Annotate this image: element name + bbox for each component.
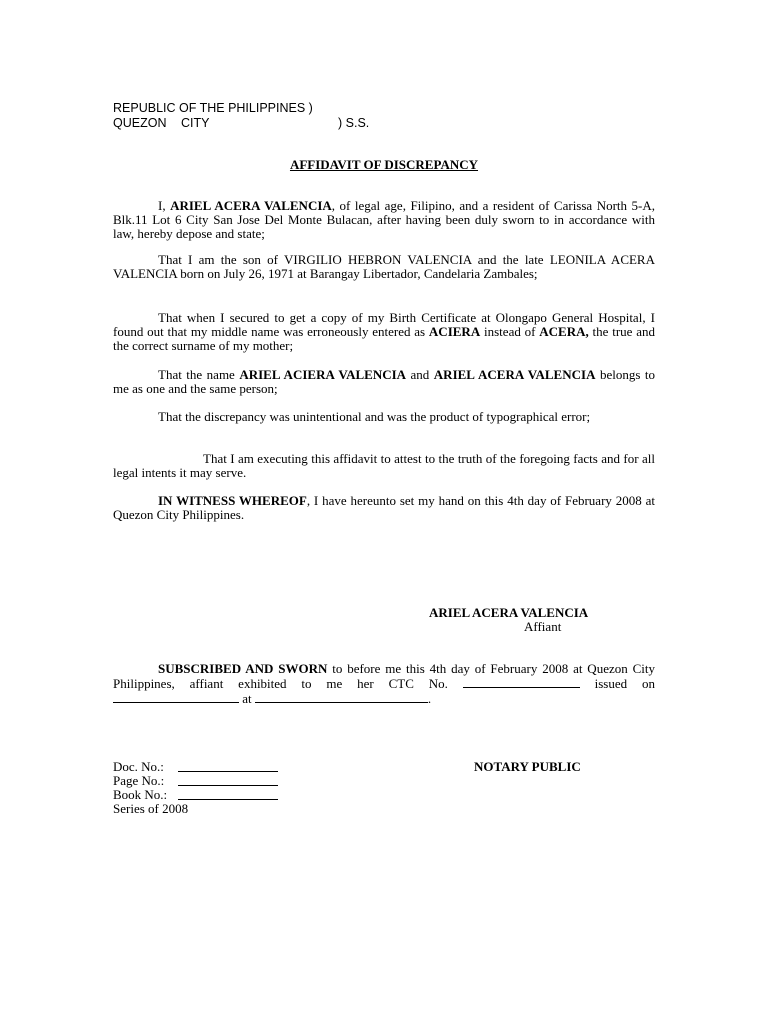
notary-public-label: NOTARY PUBLIC [474, 759, 581, 774]
ctc-number-blank [463, 676, 580, 688]
venue-quezon: QUEZON [113, 116, 167, 130]
document-title: AFFIDAVIT OF DISCREPANCY [289, 157, 479, 172]
p1-rest: , of legal age, Filipino, and a resident of Carissa North 5-A, Blk.11 Lot 6 City San Jose Del Monte Bulacan, after having been duly sworn to in accordance with law, hereby depose and state; [113, 198, 655, 241]
p3-d: the true and the correct surname of my mother; [113, 324, 655, 353]
book-no-blank [178, 788, 278, 800]
p3-aciera: ACIERA [428, 324, 481, 339]
book-no-label: Book No.: [113, 787, 168, 802]
page-no-label: Page No.: [113, 773, 165, 788]
p7-rest: , I have hereunto set my hand on this 4th day of February 2008 at Quezon City Philippines. [113, 493, 655, 522]
doc-no-label: Doc. No.: [113, 759, 164, 774]
signature-role: Affiant [524, 619, 562, 634]
venue-republic: REPUBLIC OF THE PHILIPPINES ) [113, 101, 313, 115]
p3-a: That when I secured to get a copy of my Birth Certificate at Olongapo General Hospital, I found out that my middle name was erroneously entered as [113, 310, 655, 339]
paragraph-unintentional: That the discrepancy was unintentional and was the product of typographical error; [158, 409, 591, 424]
paragraph-intro [113, 199, 655, 241]
signature-name: ARIEL ACERA VALENCIA [429, 605, 589, 620]
p3-c: instead of [480, 324, 540, 339]
venue-city: CITY [181, 116, 210, 130]
jurat-at: at [239, 691, 255, 706]
paragraph-purpose: That I am executing this affidavit to attest to the truth of the foregoing facts and for all legal intents it may serve. [113, 451, 655, 480]
p4-a: That the name [158, 367, 240, 382]
p3-acera: ACERA, [539, 324, 589, 339]
issued-place-blank [255, 691, 428, 703]
paragraph-jurat [113, 662, 655, 706]
affiant-name-bold: ARIEL ACERA VALENCIA [170, 198, 332, 213]
jurat-end: . [427, 691, 432, 706]
page-no-blank [178, 774, 278, 786]
issued-date-blank [113, 691, 239, 703]
paragraph-parentage: That I am the son of VIRGILIO HEBRON VALENCIA and the late LEONILA ACERA VALENCIA born on July 26, 1971 at Barangay Libertador, Candelaria Zambales; [113, 252, 655, 281]
doc-no-blank [178, 760, 278, 772]
p1-pre: I, [158, 198, 171, 213]
p4-name-acera: ARIEL ACERA VALENCIA [433, 367, 596, 382]
paragraph-same-person [113, 368, 655, 396]
witness-whereof: IN WITNESS WHEREOF [158, 493, 307, 508]
jurat-text: to before me this 4th day of February 2008 at Quezon City Philippines, affiant exhibited to me her CTC No. [113, 661, 655, 691]
jurat-bold: SUBSCRIBED AND SWORN [158, 661, 328, 676]
paragraph-witness [113, 494, 655, 522]
series-label: Series of 2008 [113, 801, 189, 816]
p4-c: and [406, 367, 434, 382]
jurat-issued: issued on [579, 676, 655, 691]
p4-d: belongs to me as one and the same person; [113, 367, 655, 396]
p4-name-aciera: ARIEL ACIERA VALENCIA [239, 367, 407, 382]
venue-ss: ) S.S. [338, 116, 370, 130]
paragraph-discovery [113, 311, 655, 353]
